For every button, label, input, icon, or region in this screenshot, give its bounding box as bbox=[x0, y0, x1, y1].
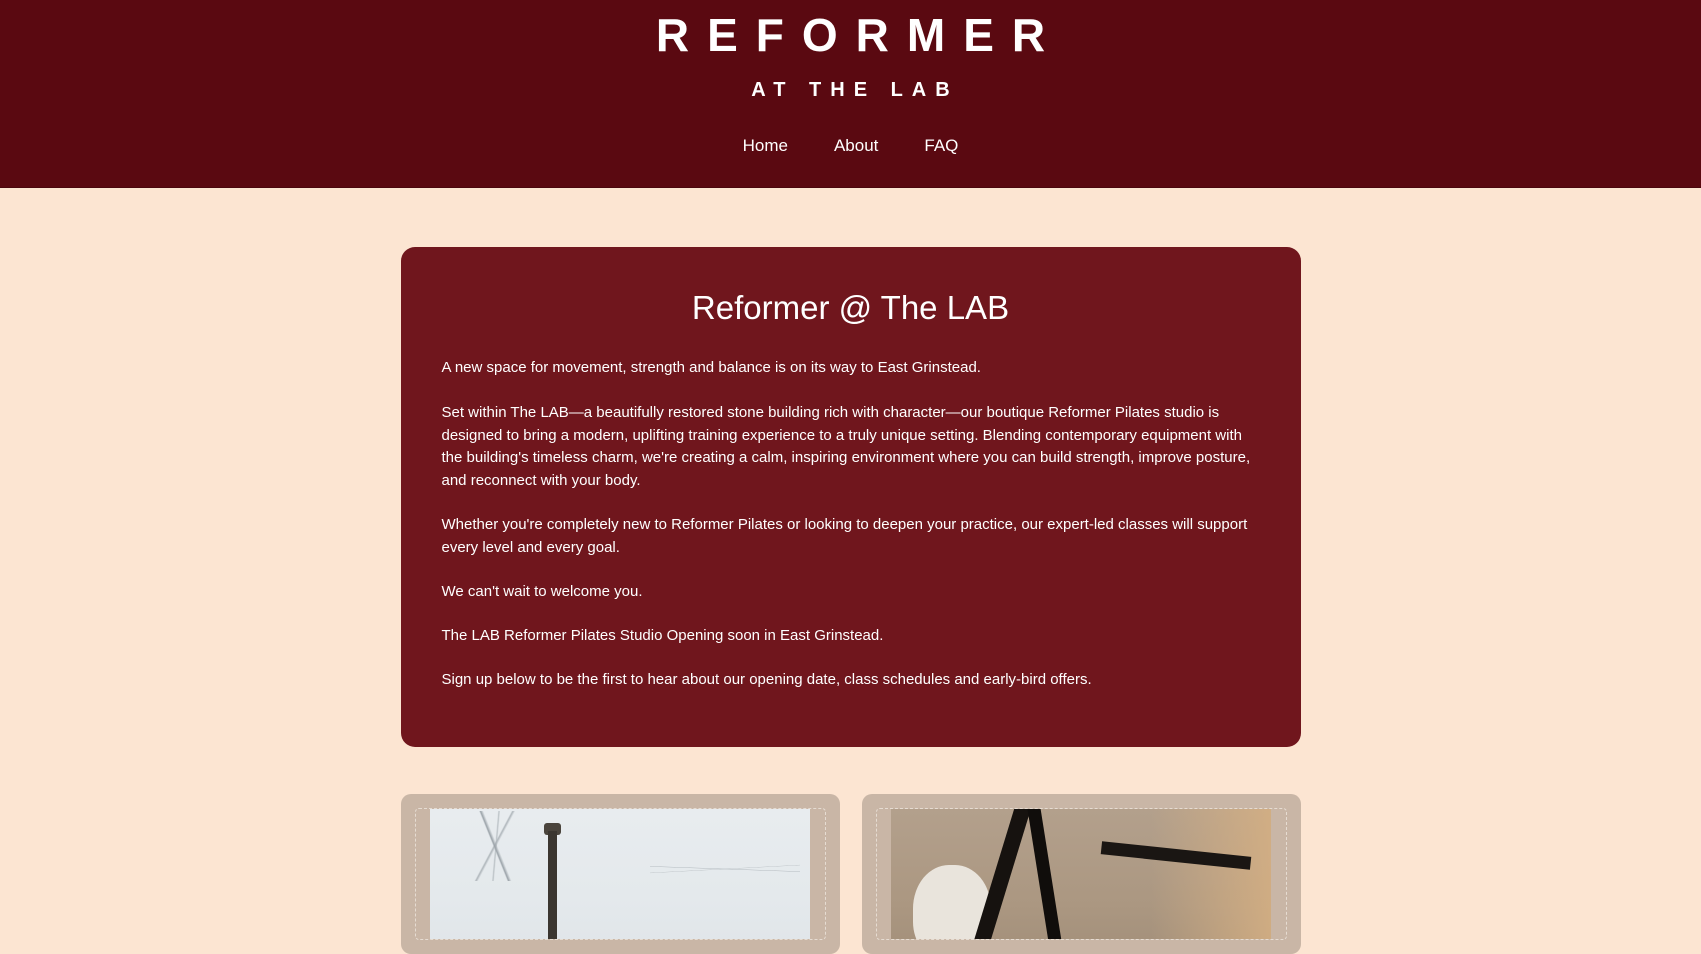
brand-title: REFORMER bbox=[655, 9, 1064, 61]
exterior-winter-photo bbox=[430, 809, 810, 940]
main-nav bbox=[739, 133, 963, 159]
image-frame bbox=[876, 808, 1287, 940]
nav-link-faq[interactable]: FAQ bbox=[924, 136, 959, 155]
page-title: Reformer @ The LAB bbox=[691, 289, 1010, 326]
hero-paragraph-3: Whether you're completely new to Reformer Pilates or looking to deepen your practice, our expert-led classes will support every level and every goal. bbox=[441, 516, 1248, 556]
nav-link-home[interactable]: Home bbox=[742, 136, 788, 155]
wires-decor bbox=[650, 839, 800, 899]
gallery-card-studio[interactable] bbox=[862, 794, 1301, 954]
warm-light-decor bbox=[1151, 809, 1271, 940]
hero-paragraph-6: Sign up below to be the first to hear about our opening date, class schedules and early-bird offers. bbox=[441, 671, 1092, 688]
nav-link-about[interactable]: About bbox=[833, 136, 879, 155]
hero-card bbox=[401, 247, 1301, 747]
hero-paragraph-5: The LAB Reformer Pilates Studio Opening soon in East Grinstead. bbox=[441, 627, 884, 644]
main-content bbox=[0, 188, 1701, 954]
hero-paragraph-4: We can't wait to welcome you. bbox=[441, 583, 643, 600]
reformer-bar-right bbox=[1025, 809, 1071, 940]
gallery-row bbox=[401, 794, 1301, 954]
gallery-card-exterior[interactable] bbox=[401, 794, 840, 954]
hero-paragraph-1: A new space for movement, strength and balance is on its way to East Grinstead. bbox=[441, 359, 981, 376]
site-header bbox=[0, 0, 1701, 188]
studio-equipment-photo bbox=[891, 809, 1271, 940]
brand-subtitle: AT THE LAB bbox=[751, 79, 959, 101]
image-frame bbox=[415, 808, 826, 940]
pole-decor bbox=[548, 831, 557, 940]
tree-branches-decor bbox=[436, 811, 556, 881]
hero-paragraph-2: Set within The LAB—a beautifully restored stone building rich with character—our boutique Reformer Pilates studio is designed to bring a modern, uplifting training experience to a truly unique setting. Blending contemporary equipment with the building's timeless charm, we're creating a calm, inspiring environment where you can build strength, improve posture, and reconnect with your body. bbox=[441, 404, 1251, 489]
